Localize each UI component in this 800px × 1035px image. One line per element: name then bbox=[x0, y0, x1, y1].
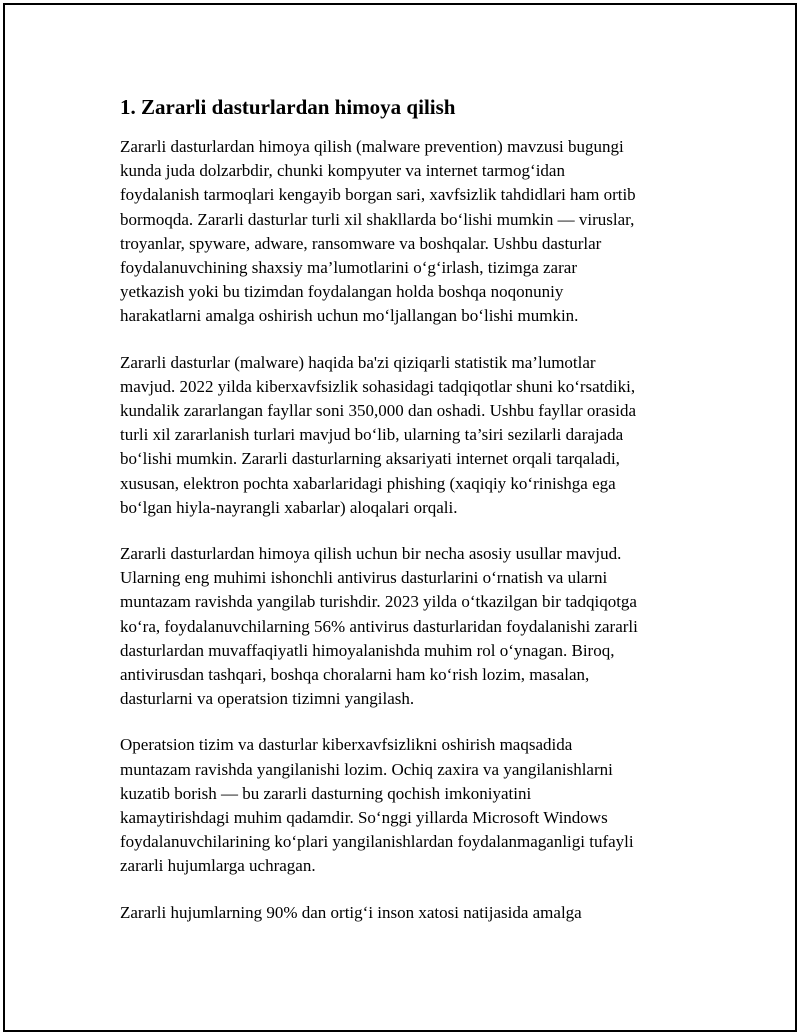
text-line: yetkazish yoki bu tizimdan foydalangan holda boshqa noqonuniy bbox=[120, 282, 564, 302]
text-line: Zararli dasturlardan himoya qilish (malware prevention) mavzusi bugungi bbox=[120, 137, 624, 156]
text-line: foydalanuvchilarining ko‘plari yangilanishlardan foydalanmaganligi tufayli bbox=[120, 832, 634, 852]
text-line: xususan, elektron pochta xabarlaridagi phishing (xaqiqiy ko‘rinishga ega bbox=[120, 473, 616, 493]
page-frame bbox=[3, 3, 797, 1032]
text-line: foydalanish tarmoqlari kengayib borgan sari, xavfsizlik tahdidlari ham ortib bbox=[120, 185, 636, 205]
section-heading: 1. Zararli dasturlardan himoya qilish bbox=[120, 95, 456, 119]
text-line: kunda juda dolzarbdir, chunki kompyuter va internet tarmog‘idan bbox=[120, 161, 565, 181]
text-line: muntazam ravishda yangilanishi lozim. Ochiq zaxira va yangilanishlarni bbox=[120, 759, 613, 779]
text-line: Ularning eng muhimi ishonchli antivirus dasturlarini o‘rnatish va ularni bbox=[120, 568, 608, 588]
paragraph-3 bbox=[120, 542, 690, 711]
paragraph-4 bbox=[120, 733, 690, 878]
text-line: Zararli dasturlardan himoya qilish uchun bir necha asosiy usullar mavjud. bbox=[120, 544, 622, 564]
paragraph-1 bbox=[120, 135, 690, 329]
text-line: bormoqda. Zararli dasturlar turli xil shakllarda bo‘lishi mumkin — viruslar, bbox=[120, 209, 635, 229]
text-line: kuzatib borish — bu zararli dasturning qochish imkoniyatini bbox=[120, 783, 532, 803]
text-line: muntazam ravishda yangilab turishdir. 2023 yilda o‘tkazilgan bir tadqiqotga bbox=[120, 592, 637, 612]
text-line: mavjud. 2022 yilda kiberxavfsizlik sohasidagi tadqiqotlar shuni ko‘rsatdiki, bbox=[120, 376, 636, 396]
text-line: Operatsion tizim va dasturlar kiberxavfsizlikni oshirish maqsadida bbox=[120, 735, 573, 755]
document-body bbox=[120, 93, 690, 947]
text-line: kundalik zararlangan fayllar soni 350,000 dan oshadi. Ushbu fayllar orasida bbox=[120, 401, 636, 421]
paragraph-2 bbox=[120, 351, 690, 520]
paragraph-5 bbox=[120, 901, 690, 925]
text-line: turli xil zararlanish turlari mavjud bo‘lib, ularning ta’siri sezilarli darajada bbox=[120, 425, 624, 445]
text-line: zararli hujumlarga uchragan. bbox=[120, 856, 316, 876]
text-line: dasturlarni va operatsion tizimni yangilash. bbox=[120, 689, 415, 709]
text-line: harakatlarni amalga oshirish uchun mo‘ljallangan bo‘lishi mumkin. bbox=[120, 306, 579, 326]
text-line: foydalanuvchining shaxsiy ma’lumotlarini o‘g‘irlash, tizimga zarar bbox=[120, 258, 577, 278]
text-line: bo‘lgan hiyla-nayrangli xabarlar) aloqalari orqali. bbox=[120, 497, 458, 517]
text-line: ko‘ra, foydalanuvchilarning 56% antivirus dasturlaridan foydalanishi zararli bbox=[120, 616, 638, 636]
text-line: antivirusdan tashqari, boshqa choralarni ham ko‘rish lozim, masalan, bbox=[120, 665, 590, 685]
text-line: dasturlardan muvaffaqiyatli himoyalanishda muhim rol o‘ynagan. Biroq, bbox=[120, 640, 615, 660]
text-line: troyanlar, spyware, adware, ransomware va boshqalar. Ushbu dasturlar bbox=[120, 233, 602, 253]
text-line: Zararli dasturlar (malware) haqida ba'zi qiziqarli statistik ma’lumotlar bbox=[120, 352, 596, 372]
text-line: Zararli hujumlarning 90% dan ortig‘i inson xatosi natijasida amalga bbox=[120, 902, 582, 922]
text-line: bo‘lishi mumkin. Zararli dasturlarning aksariyati internet orqali tarqaladi, bbox=[120, 449, 620, 469]
text-line: kamaytirishdagi muhim qadamdir. So‘nggi yillarda Microsoft Windows bbox=[120, 808, 608, 828]
